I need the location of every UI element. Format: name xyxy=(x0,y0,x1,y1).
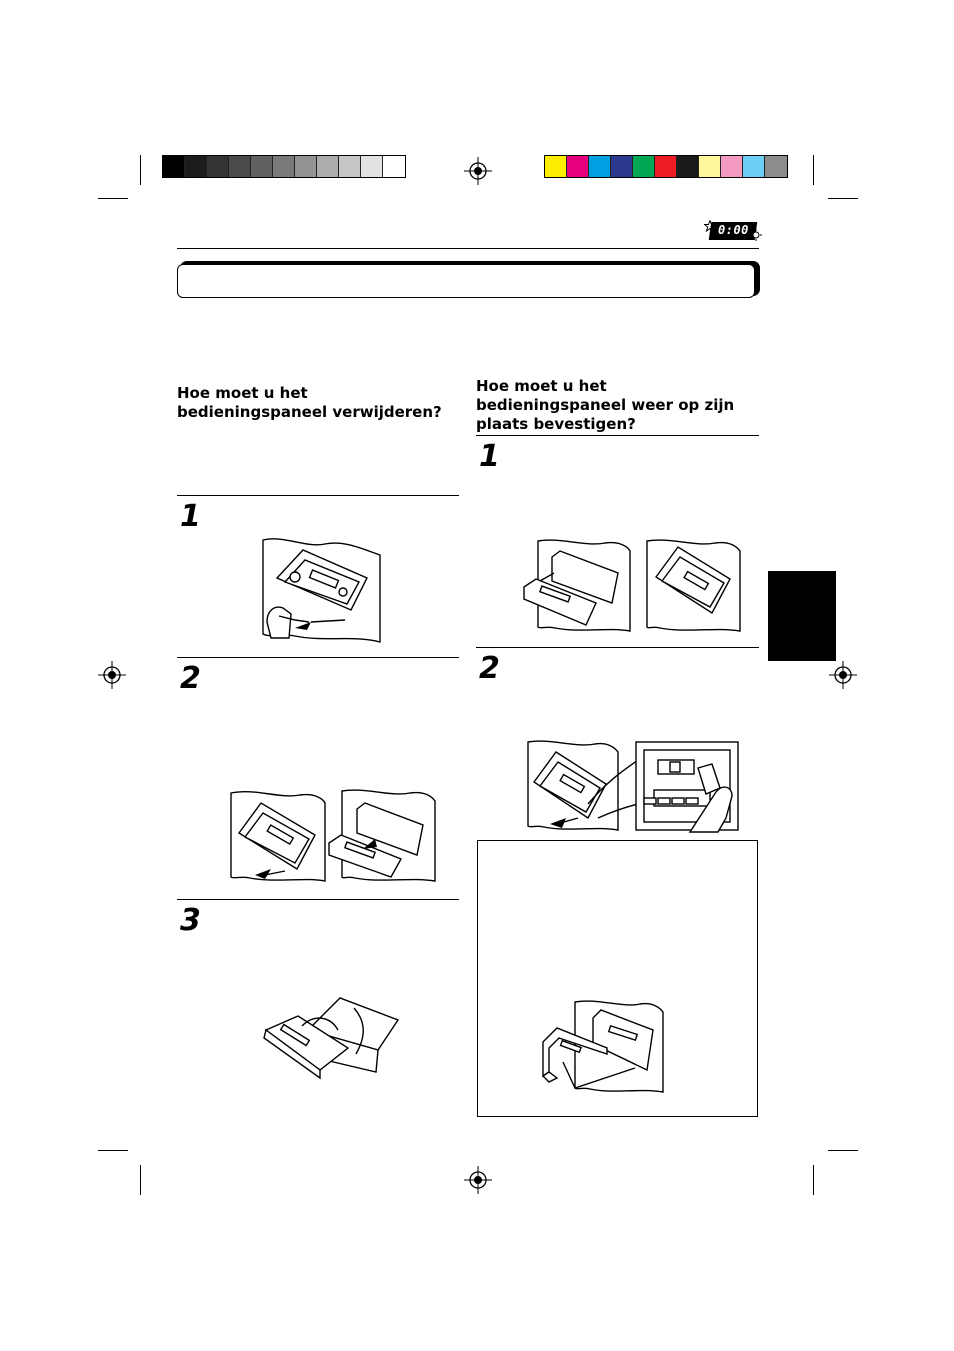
grayscale-swatch xyxy=(229,156,251,177)
illustration-panel-connectors xyxy=(535,998,670,1098)
right-heading: Hoe moet u het bedieningspaneel weer op zijn plaats bevestigen? xyxy=(476,377,735,433)
crop-mark xyxy=(828,198,858,199)
grayscale-swatch xyxy=(295,156,317,177)
grayscale-bar xyxy=(162,155,406,178)
color-swatch xyxy=(633,156,655,177)
registration-target-icon xyxy=(829,661,857,689)
grayscale-swatch xyxy=(207,156,229,177)
crop-mark xyxy=(140,155,141,185)
illustration-attach-panel xyxy=(520,535,745,635)
color-swatch xyxy=(567,156,589,177)
grayscale-swatch xyxy=(383,156,405,177)
step-divider xyxy=(177,495,459,496)
color-bar xyxy=(544,155,788,178)
left-heading: Hoe moet u het bedieningspaneel verwijderen? xyxy=(177,384,442,421)
grayscale-swatch xyxy=(361,156,383,177)
right-step-2-number: 2 xyxy=(479,651,500,686)
grayscale-swatch xyxy=(317,156,339,177)
section-side-tab xyxy=(768,571,836,661)
crop-mark xyxy=(813,155,814,185)
grayscale-swatch xyxy=(185,156,207,177)
illustration-panel-in-case xyxy=(258,990,403,1082)
grayscale-swatch xyxy=(163,156,185,177)
crop-mark xyxy=(828,1150,858,1151)
registration-target-icon xyxy=(98,661,126,689)
grayscale-swatch xyxy=(273,156,295,177)
illustration-remove-panel xyxy=(225,785,440,885)
registration-target-icon xyxy=(464,1166,492,1194)
sun-icon xyxy=(750,229,762,241)
left-step-3-number: 3 xyxy=(180,903,201,938)
step-divider xyxy=(476,647,759,648)
clock-display-icon xyxy=(704,220,762,242)
crop-mark xyxy=(140,1165,141,1195)
grayscale-swatch xyxy=(339,156,361,177)
step-divider xyxy=(476,435,759,436)
color-swatch xyxy=(545,156,567,177)
illustration-press-release-button xyxy=(255,530,385,645)
crop-mark xyxy=(98,1150,128,1151)
step-divider xyxy=(177,657,459,658)
color-swatch xyxy=(589,156,611,177)
crop-mark xyxy=(813,1165,814,1195)
color-swatch xyxy=(743,156,765,177)
right-step-1-number: 1 xyxy=(479,439,500,474)
color-swatch xyxy=(765,156,787,177)
color-swatch xyxy=(677,156,699,177)
clock-display-text: 0:00 xyxy=(718,223,749,237)
color-swatch xyxy=(721,156,743,177)
color-swatch xyxy=(655,156,677,177)
title-banner xyxy=(177,264,755,298)
grayscale-swatch xyxy=(251,156,273,177)
crop-mark xyxy=(98,198,128,199)
registration-target-icon xyxy=(464,157,492,185)
illustration-press-panel-left-side xyxy=(520,738,745,838)
color-swatch xyxy=(611,156,633,177)
color-swatch xyxy=(699,156,721,177)
left-step-2-number: 2 xyxy=(180,661,201,696)
step-divider xyxy=(177,899,459,900)
header-rule xyxy=(177,248,759,249)
left-step-1-number: 1 xyxy=(180,499,201,534)
